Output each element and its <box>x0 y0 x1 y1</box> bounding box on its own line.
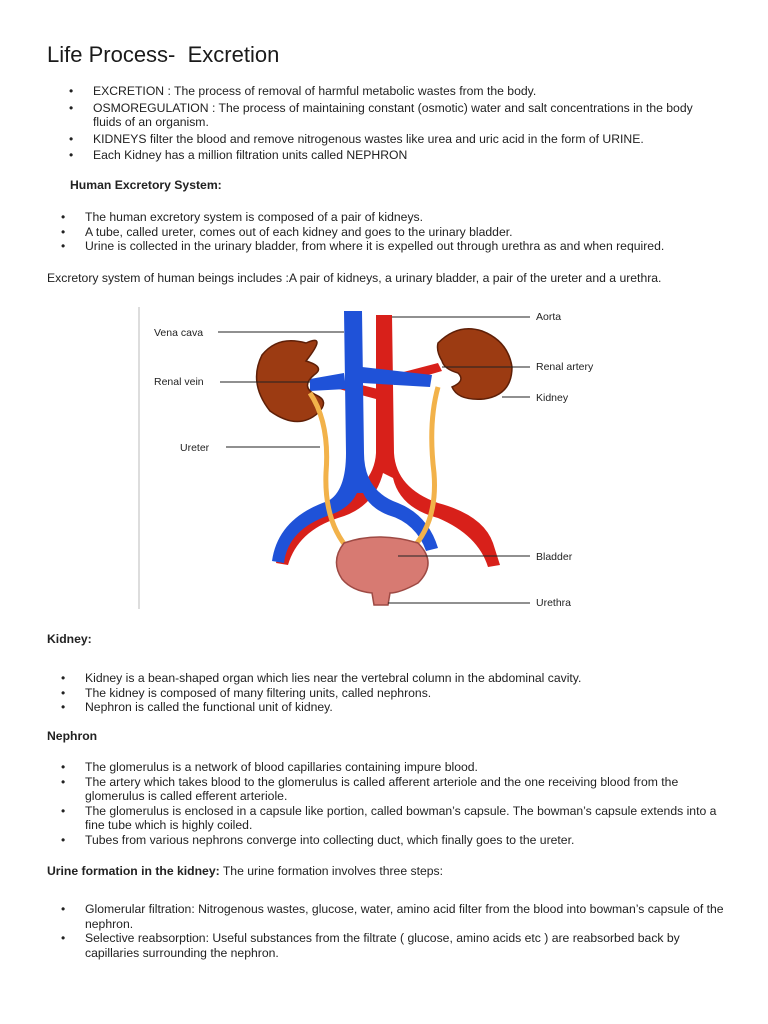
list-item-text: Urine is collected in the urinary bladder, from where it is expelled out through urethra as and when required. <box>85 239 665 254</box>
list-item-text: Selective reabsorption: Useful substances from the filtrate ( glucose, amino acids etc ) are reabsorbed back by capillaries surrounding the nephron. <box>85 931 680 960</box>
bullet-icon: • <box>61 239 66 254</box>
bladder-shape <box>336 537 428 605</box>
list-item-text: Tubes from various nephrons converge into collecting duct, which finally goes to the ureter. <box>85 832 575 847</box>
bullet-icon: • <box>69 100 74 115</box>
list-item-text: Kidney is a bean-shaped organ which lies near the vertebral column in the abdominal cavity. <box>85 671 582 685</box>
list-item-text: OSMOREGULATION : The process of maintaining constant (osmotic) water and salt concentrations in the body fluids of an organism. <box>93 100 693 130</box>
bullet-icon: • <box>61 700 66 715</box>
bullet-icon: • <box>69 84 74 98</box>
excretory-bullet-list <box>61 210 725 254</box>
list-item-text: Each Kidney has a million filtration units called NEPHRON <box>93 148 408 163</box>
list-item-text: Glomerular filtration: Nitrogenous wastes, glucose, water, amino acid filter from the blood into bowman’s capsule of the nephron. <box>85 902 724 931</box>
urine-bullet-list <box>61 902 725 960</box>
list-item-text: KIDNEYS filter the blood and remove nitrogenous wastes like urea and uric acid in the form of URINE. <box>93 131 644 146</box>
section-heading-kidney: Kidney: <box>47 632 92 646</box>
list-item-text: The glomerulus is a network of blood capillaries containing impure blood. <box>85 760 478 774</box>
list-item-text: The artery which takes blood to the glomerulus is called afferent arteriole and the one receiving blood from the glomerulus is called efferent arteriole. <box>85 774 679 804</box>
bullet-icon: • <box>61 760 66 774</box>
nephron-bullet-list <box>61 760 725 848</box>
bullet-icon: • <box>61 902 66 916</box>
label-kidney: Kidney <box>536 392 569 404</box>
list-item-text: The kidney is composed of many filtering units, called nephrons. <box>85 685 432 700</box>
section-heading-nephron: Nephron <box>47 729 98 743</box>
list-item <box>61 902 725 931</box>
list-item-text: The human excretory system is composed of a pair of kidneys. <box>85 210 424 224</box>
list-item <box>69 84 713 99</box>
page-title: Life Process- Excretion <box>47 42 280 67</box>
list-item-text: EXCRETION : The process of removal of harmful metabolic wastes from the body. <box>93 84 537 98</box>
bullet-icon: • <box>61 931 66 946</box>
bullet-icon: • <box>61 685 66 700</box>
section-heading-excretory-system: Human Excretory System: <box>70 178 222 192</box>
excretory-system-diagram <box>138 303 608 611</box>
label-bladder: Bladder <box>536 551 573 563</box>
bullet-icon: • <box>61 210 66 224</box>
list-item <box>61 700 725 715</box>
list-item <box>61 803 725 833</box>
list-item <box>61 224 725 240</box>
bullet-icon: • <box>69 148 74 163</box>
renal-vein-left-shape <box>310 373 346 391</box>
bullet-icon: • <box>61 774 66 789</box>
label-ureter: Ureter <box>180 442 210 454</box>
list-item <box>61 239 725 254</box>
list-item-text: Nephron is called the functional unit of kidney. <box>85 700 333 715</box>
kidney-bullet-list <box>61 671 725 715</box>
urine-formation-intro <box>47 864 443 878</box>
right-kidney-shape <box>438 329 513 400</box>
list-item-text: The glomerulus is enclosed in a capsule like portion, called bowman’s capsule. The bowman’s capsule extends into a fine tube which is highly coiled. <box>85 803 717 833</box>
list-item <box>61 671 725 686</box>
list-item <box>61 832 725 848</box>
list-item <box>61 931 725 960</box>
list-item-text: A tube, called ureter, comes out of each kidney and goes to the urinary bladder. <box>85 224 513 239</box>
urine-intro-text: The urine formation involves three steps: <box>219 864 444 878</box>
label-aorta: Aorta <box>536 311 562 323</box>
bullet-icon: • <box>61 671 66 685</box>
label-urethra: Urethra <box>536 597 572 609</box>
bullet-icon: • <box>61 224 66 239</box>
list-item <box>61 760 725 775</box>
bullet-icon: • <box>61 832 66 847</box>
label-renal-artery: Renal artery <box>536 361 594 373</box>
excretory-summary: Excretory system of human beings includes :A pair of kidneys, a urinary bladder, a pair of the ureter and a urethra. <box>47 271 662 285</box>
excretory-system-figure <box>138 303 608 611</box>
label-vena-cava: Vena cava <box>154 327 204 339</box>
list-item <box>61 774 725 804</box>
list-item <box>61 210 725 225</box>
list-item <box>69 148 713 163</box>
bullet-icon: • <box>61 803 66 818</box>
intro-bullet-list <box>69 84 713 165</box>
label-renal-vein: Renal vein <box>154 376 204 388</box>
list-item <box>69 131 713 147</box>
list-item <box>69 100 713 130</box>
bullet-icon: • <box>69 131 74 146</box>
list-item <box>61 685 725 701</box>
section-heading-urine: Urine formation in the kidney: <box>47 864 220 878</box>
